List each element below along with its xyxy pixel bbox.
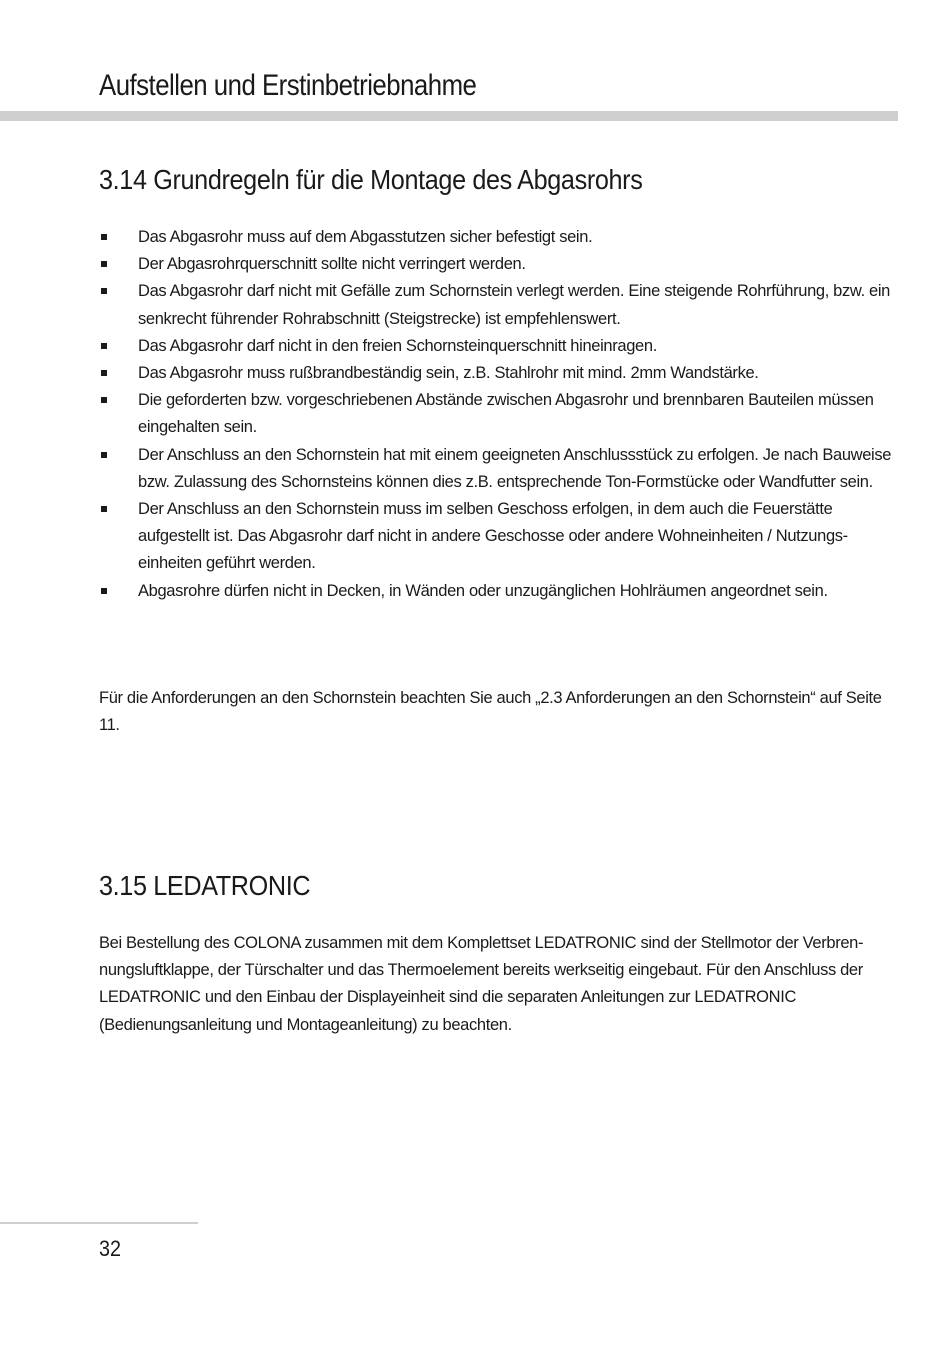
bullet-square-icon [101, 261, 107, 267]
page-number: 32 [99, 1236, 122, 1261]
chimney-reference-note: Für die Anforderungen an den Schornstein beachten Sie auch „2.3 Anforderungen an den Schornstein“ auf Seite 11. [99, 689, 882, 735]
bullet-square-icon [101, 452, 107, 458]
page-header-title: Aufstellen und Erstinbetriebnahme [99, 69, 477, 102]
list-item: Das Abgasrohr darf nicht in den freien Schornsteinquerschnitt hineinragen. [99, 333, 899, 360]
footer-divider-line [0, 1222, 198, 1224]
section-title-3-15: 3.15 LEDATRONIC [99, 870, 311, 901]
list-item: Das Abgasrohr darf nicht mit Gefälle zum Schornstein verlegt werden. Eine steigende Rohrführung, bzw. ein senkrecht führender Rohrabschnitt (Steigstrecke) ist empfehlenswert. [99, 278, 899, 332]
list-item: Das Abgasrohr muss rußbrandbeständig sein, z.B. Stahlrohr mit mind. 2mm Wandstärke. [99, 360, 899, 387]
bullet-square-icon [101, 588, 107, 594]
ledatronic-paragraph: Bei Bestellung des COLONA zusammen mit dem Komplettset LEDATRONIC sind der Stellmotor der Verbren-nungsluftklappe, der Türschalter und das Thermoelement bereits werkseitig eingebaut. Für den Anschluss der LEDATRONIC und den Einbau der Displayeinheit sind die separaten Anleitungen zur LEDATRONIC (Bedienungsanleitung und Montageanleitung) zu beachten. [99, 934, 864, 1034]
section-title-3-14: 3.14 Grundregeln für die Montage des Abgasrohrs [99, 164, 643, 195]
list-item: Der Anschluss an den Schornstein hat mit einem geeigneten Anschlussstück zu erfolgen. Je nach Bauweise bzw. Zulassung des Schornsteins können dies z.B. entsprechende Ton-Formstücke oder Wandfutter sein. [99, 442, 899, 496]
list-item: Die geforderten bzw. vorgeschriebenen Abstände zwischen Abgasrohr und brennbaren Bauteilen müssen eingehalten sein. [99, 387, 899, 441]
bullet-square-icon [101, 506, 107, 512]
header-divider-bar [0, 111, 898, 121]
list-item: Das Abgasrohr muss auf dem Abgasstutzen sicher befestigt sein. [99, 224, 899, 251]
bullet-square-icon [101, 288, 107, 294]
bullet-square-icon [101, 397, 107, 403]
montage-rules-list [99, 224, 899, 605]
list-item: Abgasrohre dürfen nicht in Decken, in Wänden oder unzugänglichen Hohlräumen angeordnet sein. [99, 578, 899, 605]
bullet-square-icon [101, 370, 107, 376]
bullet-square-icon [101, 234, 107, 240]
list-item: Der Anschluss an den Schornstein muss im selben Geschoss erfolgen, in dem auch die Feuerstätte aufgestellt ist. Das Abgasrohr darf nicht in andere Geschosse oder andere Wohneinheiten / Nutzungs-einheiten geführt werden. [99, 496, 899, 578]
list-item: Der Abgasrohrquerschnitt sollte nicht verringert werden. [99, 251, 899, 278]
bullet-square-icon [101, 343, 107, 349]
